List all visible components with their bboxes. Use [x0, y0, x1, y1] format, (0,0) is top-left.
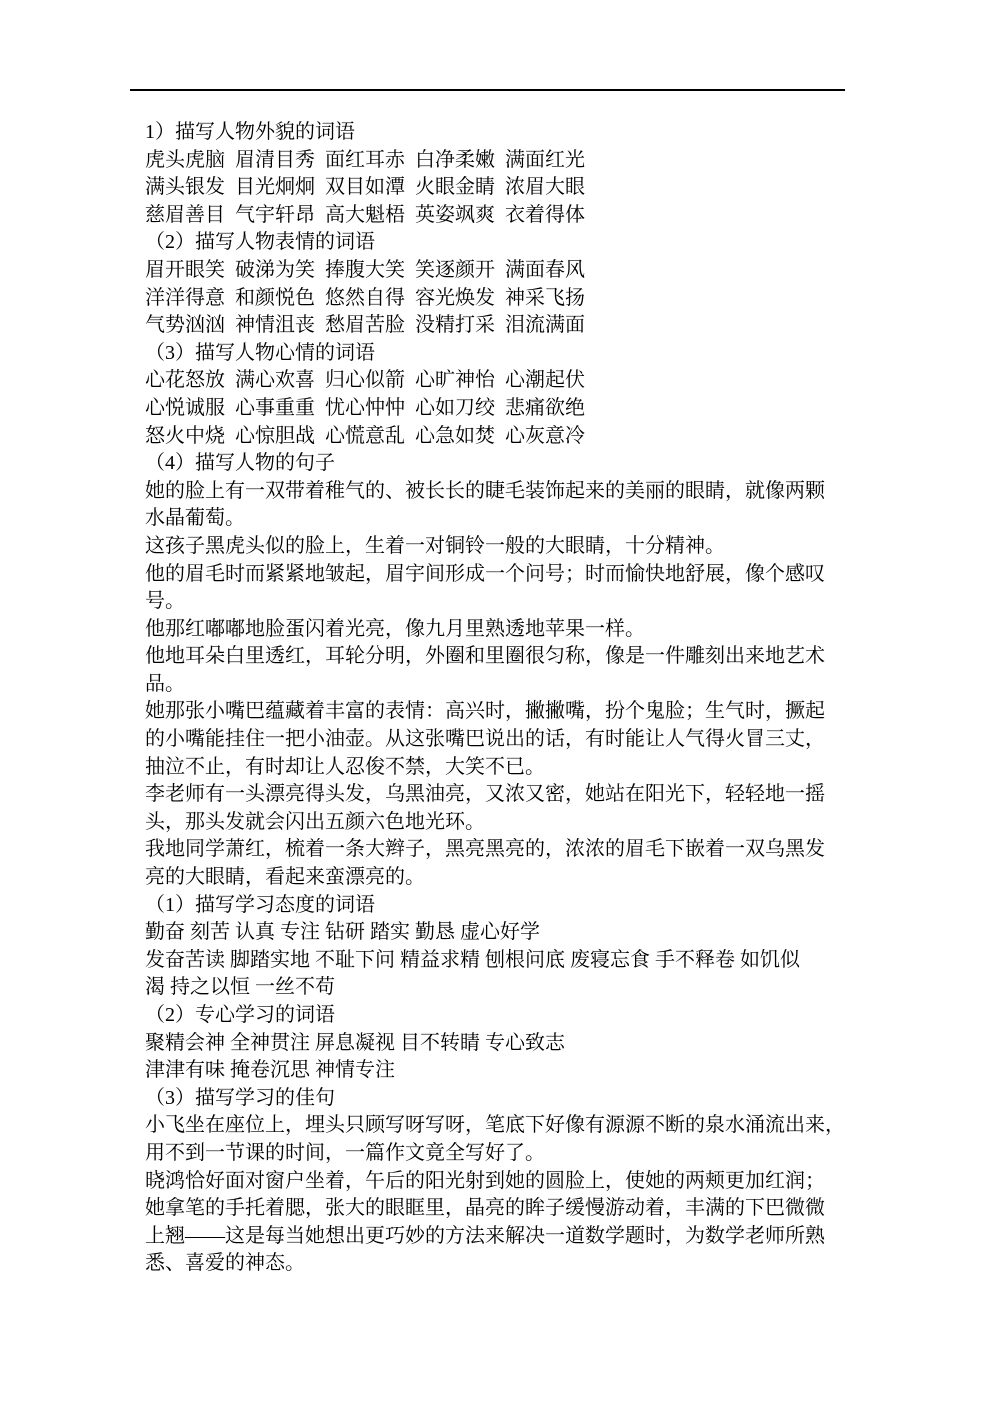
header-rule-divider [130, 89, 845, 91]
word-list-line: 虎头虎脑 眉清目秀 面红耳赤 白净柔嫩 满面红光 [145, 148, 585, 171]
sentence-line: 品。 [145, 672, 185, 695]
word-list-line: 洋洋得意 和颜悦色 悠然自得 容光焕发 神采飞扬 [145, 286, 585, 309]
word-list-line: 满头银发 目光炯炯 双目如潭 火眼金睛 浓眉大眼 [145, 176, 585, 199]
word-list-line: 心花怒放 满心欢喜 归心似箭 心旷神怡 心潮起伏 [145, 369, 585, 392]
sentence-line: 这孩子黑虎头似的脸上，生着一对铜铃一般的大眼睛，十分精神。 [145, 534, 725, 557]
sentence-line: 用不到一节课的时间，一篇作文竟全写好了。 [145, 1141, 545, 1164]
sentence-line: 号。 [145, 590, 185, 613]
document-body [145, 119, 863, 1278]
sentence-line: 悉、喜爱的神态。 [145, 1252, 305, 1275]
sentence-line: 头，那头发就会闪出五颜六色地光环。 [145, 810, 485, 833]
word-list-line: 气势汹汹 神情沮丧 愁眉苦脸 没精打采 泪流满面 [145, 314, 585, 337]
sentence-line: 她的脸上有一双带着稚气的、被长长的睫毛装饰起来的美丽的眼睛，就像两颗 [145, 479, 825, 502]
word-list-line: 津津有味 掩卷沉思 神情专注 [145, 1059, 395, 1082]
section-heading-person-sentences: （4）描写人物的句子 [145, 452, 335, 475]
word-list-line: 聚精会神 全神贯注 屏息凝视 目不转睛 专心致志 [145, 1031, 565, 1054]
sentence-line: 晓鸿恰好面对窗户坐着，午后的阳光射到她的圆脸上，使她的两颊更加红润； [145, 1169, 825, 1192]
sentence-line: 他那红嘟嘟地脸蛋闪着光亮，像九月里熟透地苹果一样。 [145, 617, 645, 640]
word-list-line: 发奋苦读 脚踏实地 不耻下问 精益求精 刨根问底 废寝忘食 手不释卷 如饥似 [145, 948, 800, 971]
sentence-line: 他的眉毛时而紧紧地皱起，眉宇间形成一个问号；时而愉快地舒展，像个感叹 [145, 562, 825, 585]
word-list-line: 怒火中烧 心惊胆战 心慌意乱 心急如焚 心灰意冷 [145, 424, 585, 447]
word-list-line: 渴 持之以恒 一丝不苟 [145, 976, 335, 999]
word-list-line: 慈眉善目 气宇轩昂 高大魁梧 英姿飒爽 衣着得体 [145, 203, 585, 226]
sentence-line: 的小嘴能挂住一把小油壶。从这张嘴巴说出的话，有时能让人气得火冒三丈， [145, 728, 825, 751]
section-heading-mood: （3）描写人物心情的词语 [145, 341, 375, 364]
sentence-line: 水晶葡萄。 [145, 507, 245, 530]
word-list-line: 眉开眼笑 破涕为笑 捧腹大笑 笑逐颜开 满面春风 [145, 258, 585, 281]
sentence-line: 上翘——这是每当她想出更巧妙的方法来解决一道数学题时，为数学老师所熟 [145, 1224, 825, 1247]
sentence-line: 抽泣不止，有时却让人忍俊不禁，大笑不已。 [145, 755, 545, 778]
section-heading-expression: （2）描写人物表情的词语 [145, 231, 375, 254]
section-heading-appearance: 1）描写人物外貌的词语 [145, 121, 355, 143]
word-list-line: 勤奋 刻苦 认真 专注 钻研 踏实 勤恳 虚心好学 [145, 921, 540, 944]
sentence-line: 她拿笔的手托着腮，张大的眼眶里，晶亮的眸子缓慢游动着，丰满的下巴微微 [145, 1197, 825, 1220]
section-heading-study-sentences: （3）描写学习的佳句 [145, 1086, 335, 1109]
sentence-line: 她那张小嘴巴蕴藏着丰富的表情：高兴时，撇撇嘴，扮个鬼脸；生气时，撅起 [145, 700, 825, 723]
sentence-line: 小飞坐在座位上，埋头只顾写呀写呀，笔底下好像有源源不断的泉水涌流出来， [145, 1114, 845, 1137]
sentence-line: 李老师有一头漂亮得头发，乌黑油亮，又浓又密，她站在阳光下，轻轻地一摇 [145, 783, 825, 806]
section-heading-study-attitude: （1）描写学习态度的词语 [145, 893, 375, 916]
sentence-line: 我地同学萧红，梳着一条大辫子，黑亮黑亮的，浓浓的眉毛下嵌着一双乌黑发 [145, 838, 825, 861]
sentence-line: 他地耳朵白里透红，耳轮分明，外圈和里圈很匀称，像是一件雕刻出来地艺术 [145, 645, 825, 668]
section-heading-focused-study: （2）专心学习的词语 [145, 1004, 335, 1026]
word-list-line: 心悦诚服 心事重重 忧心忡忡 心如刀绞 悲痛欲绝 [145, 396, 585, 419]
sentence-line: 亮的大眼睛，看起来蛮漂亮的。 [145, 866, 425, 889]
